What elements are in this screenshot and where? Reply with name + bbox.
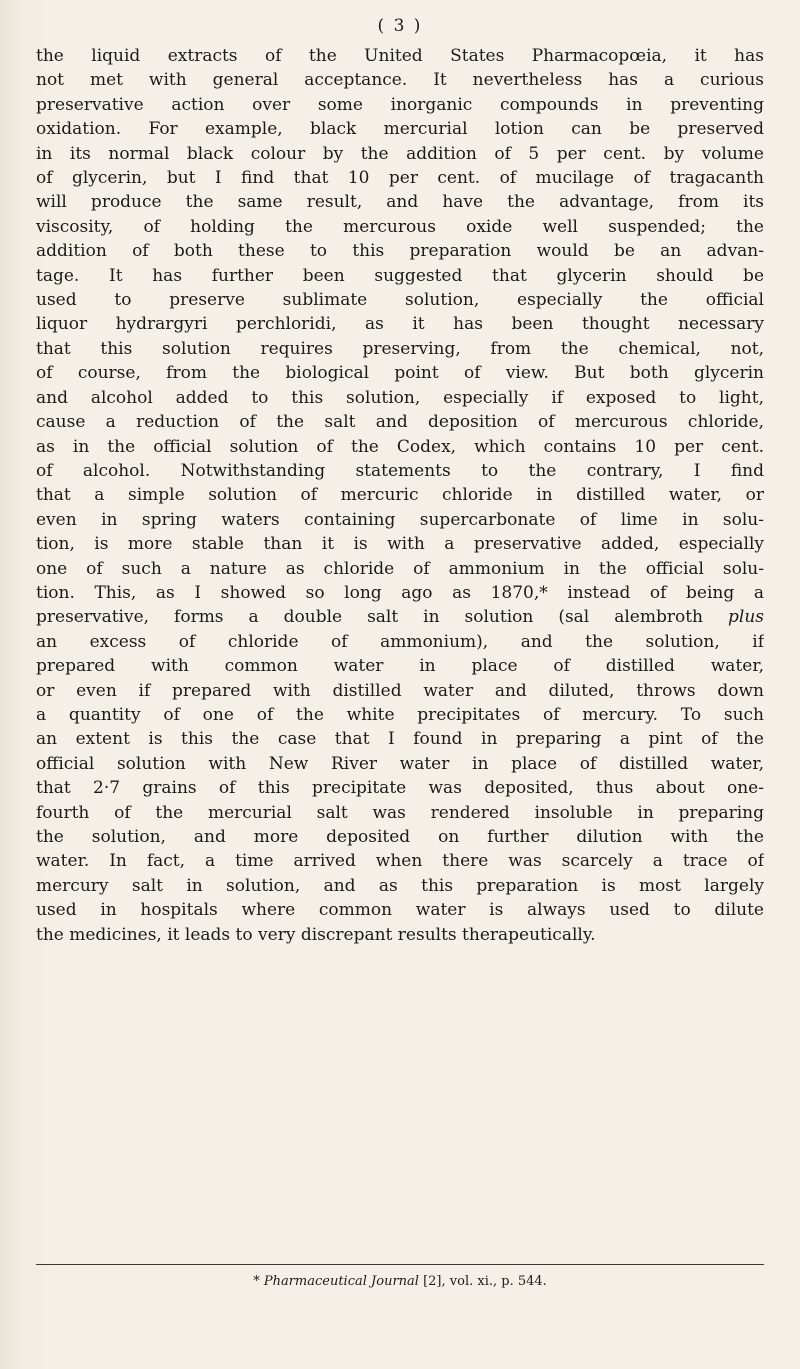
text-line: even in spring waters containing supercarbonate of lime in solu- xyxy=(36,509,764,530)
text-line: cause a reduction of the salt and deposition of mercurous chloride, xyxy=(36,412,764,433)
text-line: water. In fact, a time arrived when there was scarcely a trace of xyxy=(36,851,764,872)
text-line: a quantity of one of the white precipitates of mercury. To such xyxy=(36,704,764,725)
text-line: tion, is more stable than it is with a preservative added, especially xyxy=(36,534,764,555)
text-line: not met with general acceptance. It nevertheless has a curious xyxy=(36,70,764,91)
text-line: and alcohol added to this solution, especially if exposed to light, xyxy=(36,387,764,408)
body-paragraph xyxy=(36,44,764,947)
text-line: an extent is this the case that I found in preparing a pint of the xyxy=(36,729,764,750)
text-line: addition of both these to this preparation would be an advan- xyxy=(36,241,764,262)
text-line: tion. This, as I showed so long ago as 1870,* instead of being a xyxy=(36,582,764,603)
text-line: official solution with New River water in place of distilled water, xyxy=(36,753,764,774)
text-line: oxidation. For example, black mercurial lotion can be preserved xyxy=(36,119,764,140)
text-line: an excess of chloride of ammonium), and the solution, if xyxy=(36,631,764,652)
text-line: or even if prepared with distilled water and diluted, throws down xyxy=(36,680,764,701)
text-line: used in hospitals where common water is always used to dilute xyxy=(36,900,764,921)
text-line: the medicines, it leads to very discrepant results therapeutically. xyxy=(36,924,596,945)
page-number: ( 3 ) xyxy=(377,16,423,36)
text-line: viscosity, of holding the mercurous oxide well suspended; the xyxy=(36,216,764,237)
text-line: in its normal black colour by the addition of 5 per cent. by volume xyxy=(36,143,764,164)
text-line: one of such a nature as chloride of ammonium in the official solu- xyxy=(36,558,764,579)
text-line: preservative action over some inorganic compounds in preventing xyxy=(36,94,764,115)
text-line: liquor hydrargyri perchloridi, as it has been thought necessary xyxy=(36,314,764,335)
text-line: the solution, and more deposited on further dilution with the xyxy=(36,827,764,847)
footnote-divider xyxy=(36,1264,764,1265)
text-line: that 2·7 grains of this precipitate was deposited, thus about one- xyxy=(36,778,764,799)
text-line: used to preserve sublimate solution, especially the official xyxy=(36,290,764,311)
text-line: the liquid extracts of the United States Pharmacopœia, it has xyxy=(36,46,764,66)
text-line: mercury salt in solution, and as this preparation is most largely xyxy=(36,875,764,896)
text-line: that this solution requires preserving, from the chemical, not, xyxy=(36,338,764,359)
text-segment: preservative, forms a double salt in solution (sal alembroth xyxy=(36,607,704,628)
text-line: as in the official solution of the Codex, which contains 10 per cent. xyxy=(36,436,764,457)
text-line: fourth of the mercurial salt was rendered insoluble in preparing xyxy=(36,802,764,823)
text-line: of course, from the biological point of view. But both glycerin xyxy=(36,363,764,384)
text-line: tage. It has further been suggested that glycerin should be xyxy=(36,265,764,286)
text-line: of glycerin, but I find that 10 per cent. of mucilage of tragacanth xyxy=(36,168,764,189)
italic-word: plus xyxy=(728,607,764,628)
text-line: will produce the same result, and have the advantage, from its xyxy=(36,192,764,213)
text-line: prepared with common water in place of distilled water, xyxy=(36,656,764,677)
footnote-marker: * xyxy=(253,1274,260,1289)
text-line-with-italic xyxy=(36,605,764,629)
footnote-journal: Pharmaceutical Journal xyxy=(263,1274,419,1289)
text-line: that a simple solution of mercuric chloride in distilled water, or xyxy=(36,485,764,506)
footnote-citation: [2], vol. xi., p. 544. xyxy=(423,1274,547,1289)
footnote xyxy=(0,1274,800,1290)
text-line: of alcohol. Notwithstanding statements to the contrary, I find xyxy=(36,460,764,481)
